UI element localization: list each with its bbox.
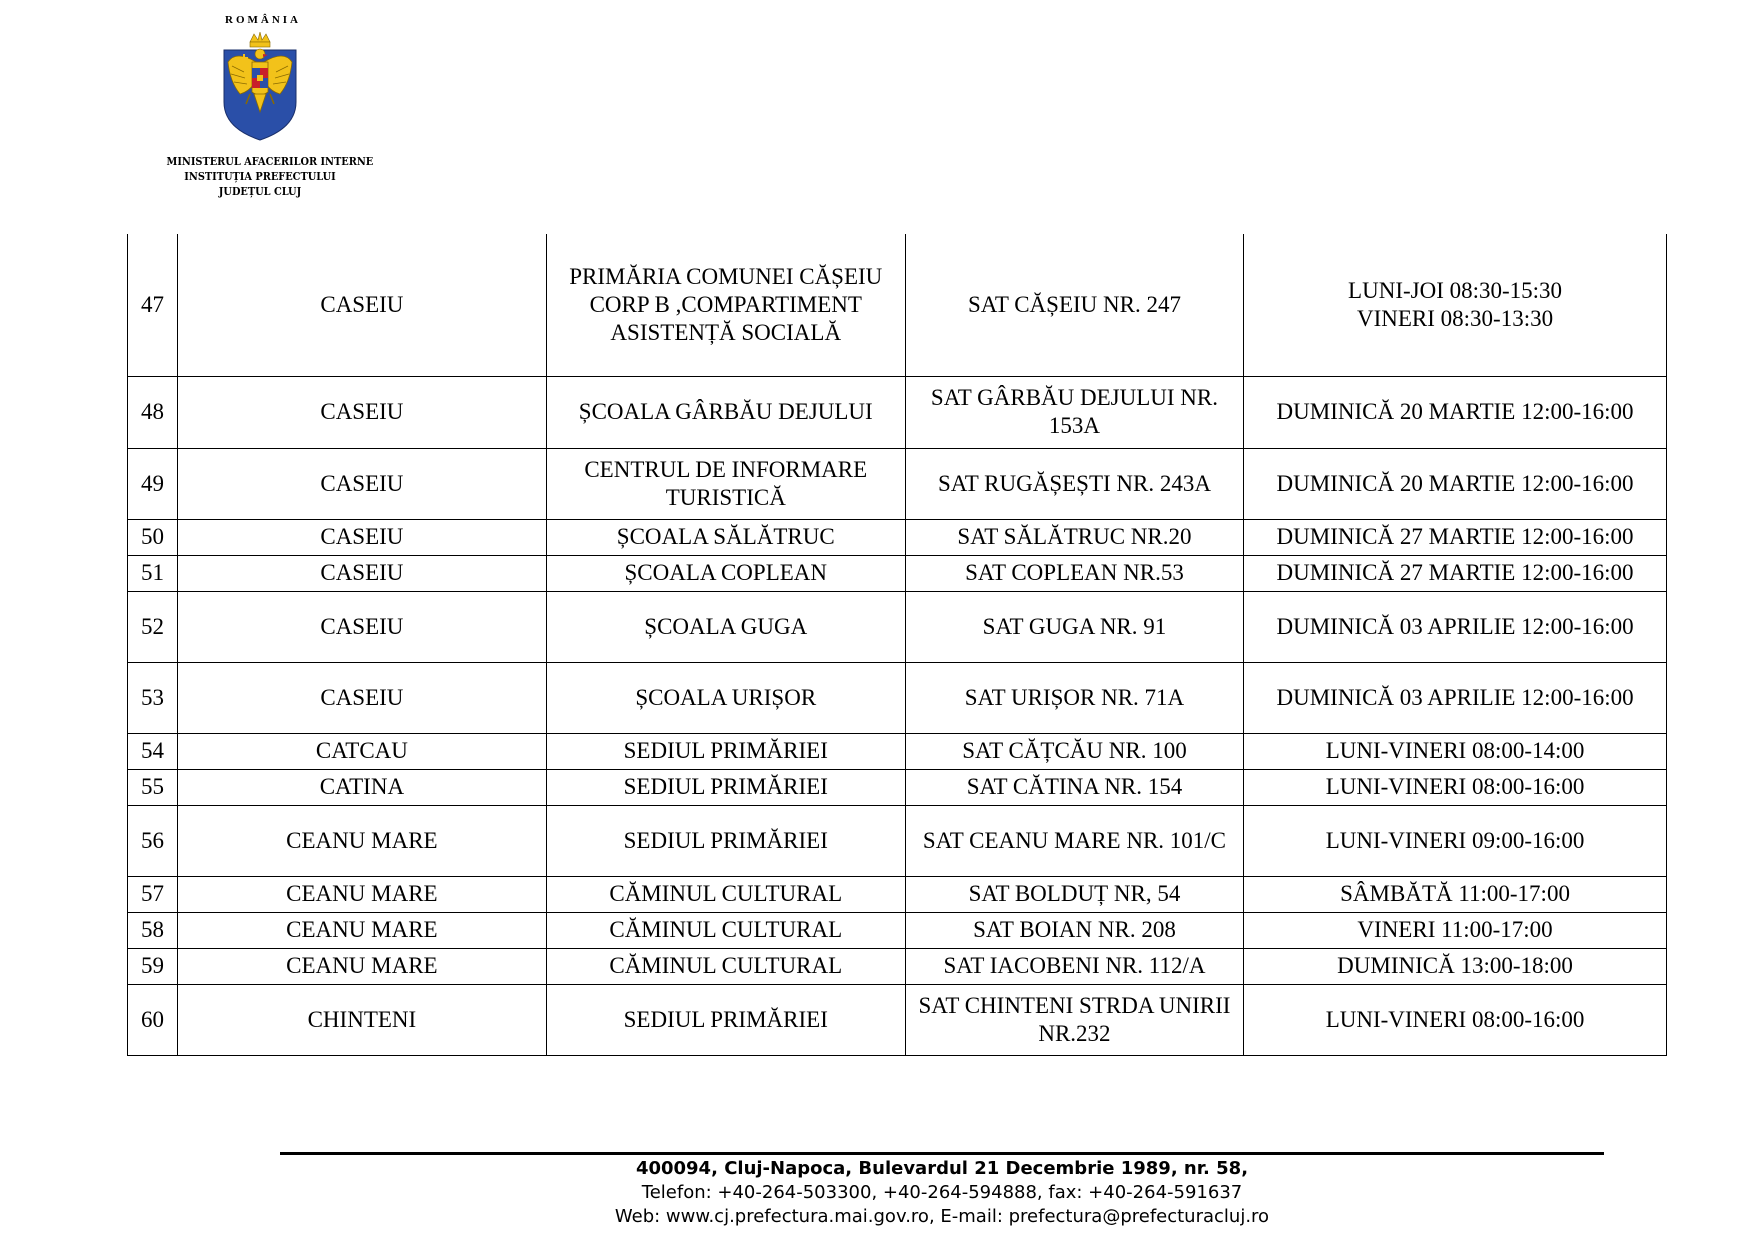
schedule-cell: SÂMBĂTĂ 11:00-17:00 [1244, 876, 1667, 912]
locality-cell: CEANU MARE [178, 948, 547, 984]
schedule-cell: LUNI-VINERI 08:00-16:00 [1244, 769, 1667, 805]
table-row [128, 519, 1667, 555]
locality-cell: CATINA [178, 769, 547, 805]
romanian-coat-of-arms-icon [220, 32, 300, 142]
locality-cell: CASEIU [178, 519, 547, 555]
institution-line-county: JUDEȚUL CLUJ [218, 184, 302, 198]
address-cell: SAT CĂȚCĂU NR. 100 [905, 733, 1243, 769]
address-cell: SAT CĂȘEIU NR. 247 [905, 234, 1243, 376]
schedule-cell: LUNI-VINERI 08:00-16:00 [1244, 984, 1667, 1055]
locality-cell: CASEIU [178, 448, 547, 519]
row-number-cell: 56 [128, 805, 178, 876]
location-name-cell: SEDIUL PRIMĂRIEI [546, 805, 905, 876]
locations-table-body [128, 234, 1667, 1055]
locality-cell: CEANU MARE [178, 876, 547, 912]
table-row [128, 662, 1667, 733]
footer-address: 400094, Cluj-Napoca, Bulevardul 21 Decembrie 1989, nr. 58, [635, 1158, 1249, 1179]
table-row [128, 984, 1667, 1055]
table-row [128, 234, 1667, 376]
locality-cell: CASEIU [178, 376, 547, 448]
address-cell: SAT BOIAN NR. 208 [905, 912, 1243, 948]
row-number-cell: 50 [128, 519, 178, 555]
table-row [128, 769, 1667, 805]
footer-phone: Telefon: +40-264-503300, +40-264-594888, fax: +40-264-591637 [641, 1182, 1243, 1203]
location-name-cell: CENTRUL DE INFORMARE TURISTICĂ [546, 448, 905, 519]
row-number-cell: 48 [128, 376, 178, 448]
locality-cell: CEANU MARE [178, 912, 547, 948]
schedule-cell: LUNI-JOI 08:30-15:30 VINERI 08:30-13:30 [1244, 234, 1667, 376]
schedule-cell: DUMINICĂ 03 APRILIE 12:00-16:00 [1244, 662, 1667, 733]
row-number-cell: 53 [128, 662, 178, 733]
table-row [128, 591, 1667, 662]
table-row [128, 876, 1667, 912]
locality-cell: CHINTENI [178, 984, 547, 1055]
address-cell: SAT GUGA NR. 91 [905, 591, 1243, 662]
location-name-cell: SEDIUL PRIMĂRIEI [546, 733, 905, 769]
schedule-cell: LUNI-VINERI 09:00-16:00 [1244, 805, 1667, 876]
schedule-cell: LUNI-VINERI 08:00-14:00 [1244, 733, 1667, 769]
locality-cell: CASEIU [178, 591, 547, 662]
header [150, 14, 374, 199]
schedule-cell: DUMINICĂ 13:00-18:00 [1244, 948, 1667, 984]
row-number-cell: 58 [128, 912, 178, 948]
locality-cell: CASEIU [178, 555, 547, 591]
row-number-cell: 52 [128, 591, 178, 662]
institution-line-ministry: MINISTERUL AFACERILOR INTERNE [166, 154, 374, 168]
address-cell: SAT CĂTINA NR. 154 [905, 769, 1243, 805]
row-number-cell: 55 [128, 769, 178, 805]
location-name-cell: ȘCOALA URIȘOR [546, 662, 905, 733]
address-cell: SAT IACOBENI NR. 112/A [905, 948, 1243, 984]
location-name-cell: PRIMĂRIA COMUNEI CĂȘEIU CORP B ,COMPARTIMENT ASISTENȚĂ SOCIALĂ [546, 234, 905, 376]
schedule-cell: DUMINICĂ 03 APRILIE 12:00-16:00 [1244, 591, 1667, 662]
table-row [128, 376, 1667, 448]
row-number-cell: 54 [128, 733, 178, 769]
table-row [128, 948, 1667, 984]
address-cell: SAT CHINTENI STRDA UNIRII NR.232 [905, 984, 1243, 1055]
locality-cell: CEANU MARE [178, 805, 547, 876]
address-cell: SAT GÂRBĂU DEJULUI NR. 153A [905, 376, 1243, 448]
table-row [128, 805, 1667, 876]
locality-cell: CASEIU [178, 234, 547, 376]
schedule-cell: DUMINICĂ 20 MARTIE 12:00-16:00 [1244, 448, 1667, 519]
schedule-cell: VINERI 11:00-17:00 [1244, 912, 1667, 948]
address-cell: SAT SĂLĂTRUC NR.20 [905, 519, 1243, 555]
table-row [128, 733, 1667, 769]
institution-line-prefecture: INSTITUȚIA PREFECTULUI [184, 169, 336, 183]
footer-web: Web: www.cj.prefectura.mai.gov.ro, E-mail: prefectura@prefecturacluj.ro [614, 1206, 1270, 1227]
footer-divider [280, 1152, 1604, 1155]
locality-cell: CATCAU [178, 733, 547, 769]
table-row [128, 555, 1667, 591]
address-cell: SAT CEANU MARE NR. 101/C [905, 805, 1243, 876]
row-number-cell: 60 [128, 984, 178, 1055]
country-label: ROMÂNIA [225, 14, 301, 26]
row-number-cell: 59 [128, 948, 178, 984]
address-cell: SAT RUGĂȘEȘTI NR. 243A [905, 448, 1243, 519]
location-name-cell: ȘCOALA GÂRBĂU DEJULUI [546, 376, 905, 448]
row-number-cell: 57 [128, 876, 178, 912]
location-name-cell: ȘCOALA SĂLĂTRUC [546, 519, 905, 555]
table-row [128, 912, 1667, 948]
location-name-cell: ȘCOALA GUGA [546, 591, 905, 662]
address-cell: SAT URIȘOR NR. 71A [905, 662, 1243, 733]
table-row [128, 448, 1667, 519]
row-number-cell: 47 [128, 234, 178, 376]
row-number-cell: 49 [128, 448, 178, 519]
address-cell: SAT BOLDUȚ NR, 54 [905, 876, 1243, 912]
location-name-cell: ȘCOALA COPLEAN [546, 555, 905, 591]
footer [280, 1152, 1604, 1229]
locations-table [127, 234, 1667, 1056]
location-name-cell: CĂMINUL CULTURAL [546, 912, 905, 948]
location-name-cell: CĂMINUL CULTURAL [546, 948, 905, 984]
schedule-cell: DUMINICĂ 27 MARTIE 12:00-16:00 [1244, 555, 1667, 591]
schedule-cell: DUMINICĂ 27 MARTIE 12:00-16:00 [1244, 519, 1667, 555]
institution-name [166, 154, 374, 199]
location-name-cell: CĂMINUL CULTURAL [546, 876, 905, 912]
locality-cell: CASEIU [178, 662, 547, 733]
schedule-cell: DUMINICĂ 20 MARTIE 12:00-16:00 [1244, 376, 1667, 448]
location-name-cell: SEDIUL PRIMĂRIEI [546, 984, 905, 1055]
address-cell: SAT COPLEAN NR.53 [905, 555, 1243, 591]
location-name-cell: SEDIUL PRIMĂRIEI [546, 769, 905, 805]
row-number-cell: 51 [128, 555, 178, 591]
